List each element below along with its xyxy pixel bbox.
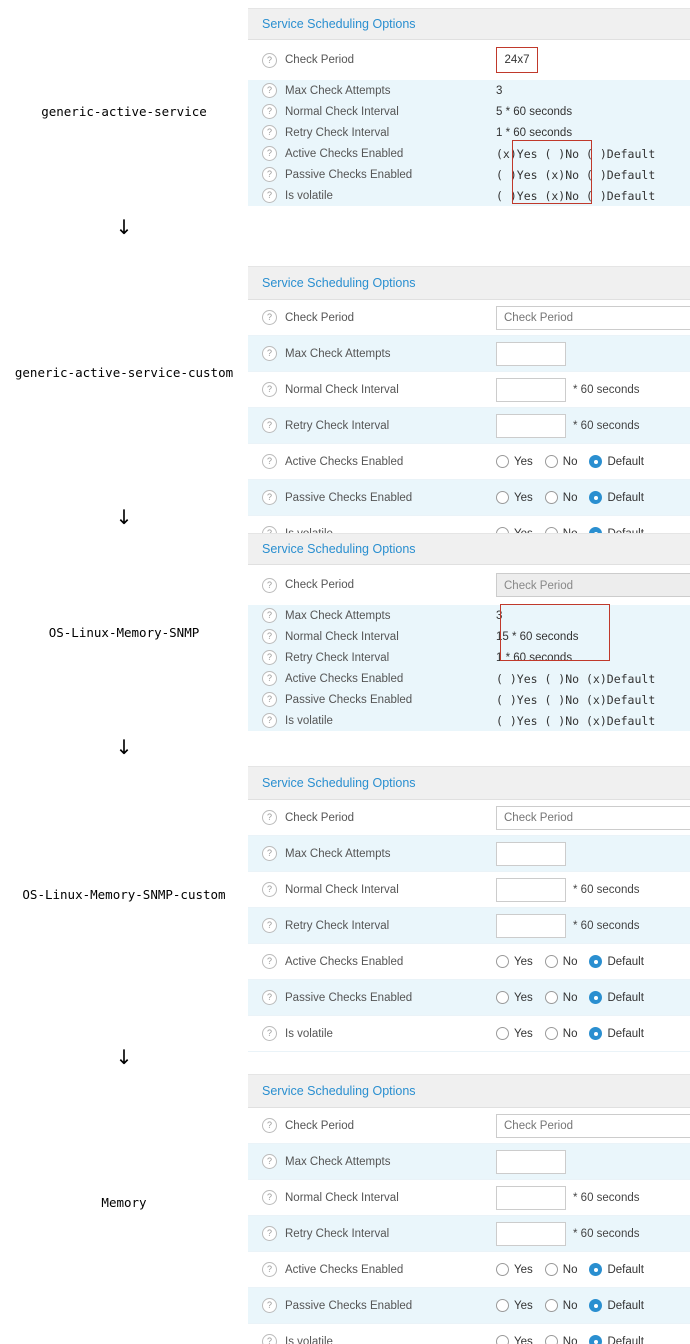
label-text: Normal Check Interval <box>285 105 399 118</box>
row-label-check-period <box>248 1118 492 1133</box>
row-passive-checks-enabled <box>248 480 690 516</box>
row-label-is-volatile <box>248 1334 492 1344</box>
radio-label: No <box>562 1335 578 1344</box>
field-max-check-attempts <box>492 342 690 366</box>
row-label-is-volatile <box>248 713 492 728</box>
radio-icon-selected[interactable] <box>589 1263 602 1276</box>
radio-icon-selected[interactable] <box>589 1299 602 1312</box>
row-is-volatile <box>248 1324 690 1344</box>
field-normal-check-interval <box>492 878 690 902</box>
row-label-active-checks-enabled <box>248 954 492 969</box>
row-label-passive-checks-enabled <box>248 990 492 1005</box>
row-active-checks-enabled <box>248 944 690 980</box>
row-label-active-checks-enabled <box>248 454 492 469</box>
label-text: Passive Checks Enabled <box>285 1299 413 1312</box>
row-normal-check-interval <box>248 101 690 122</box>
radio-option-yes[interactable] <box>496 1299 533 1312</box>
label-text: Normal Check Interval <box>285 383 399 396</box>
radio-icon[interactable] <box>496 991 509 1004</box>
row-label-passive-checks-enabled <box>248 490 492 505</box>
panel-generic-active-service-custom <box>248 266 690 552</box>
help-icon[interactable]: ? <box>262 882 277 897</box>
row-label-active-checks-enabled <box>248 671 492 686</box>
field-retry-check-interval <box>492 1222 690 1246</box>
help-icon[interactable]: ? <box>262 104 277 119</box>
label-text: Passive Checks Enabled <box>285 168 413 181</box>
value-passive-checks-enabled[interactable]: ( )Yes (x)No ( )Default <box>496 167 656 182</box>
radio-icon[interactable] <box>545 1263 558 1276</box>
label-text: Normal Check Interval <box>285 630 399 643</box>
radio-icon[interactable] <box>545 991 558 1004</box>
help-icon[interactable]: ? <box>262 83 277 98</box>
flow-arrow-1: ↓ <box>115 215 133 239</box>
row-is-volatile <box>248 1016 690 1052</box>
block-label-memory: Memory <box>101 1195 147 1210</box>
radio-option-no[interactable] <box>545 1299 578 1312</box>
radio-group-is-volatile <box>492 1027 690 1040</box>
help-icon[interactable]: ? <box>262 1190 277 1205</box>
row-normal-check-interval <box>248 626 690 647</box>
help-icon[interactable]: ? <box>262 1334 277 1344</box>
help-icon[interactable]: ? <box>262 382 277 397</box>
label-text: Check Period <box>285 54 355 66</box>
help-icon[interactable]: ? <box>262 346 277 361</box>
label-text: Max Check Attempts <box>285 847 391 860</box>
radio-label: Default <box>607 991 644 1004</box>
radio-option-default[interactable] <box>589 955 643 968</box>
row-label-normal-check-interval <box>248 1190 492 1205</box>
label-text: Active Checks Enabled <box>285 955 404 968</box>
radio-label: Yes <box>514 1335 533 1344</box>
suffix-60-seconds: * 60 seconds <box>573 383 640 396</box>
row-check-period <box>248 800 690 836</box>
label-text: Retry Check Interval <box>285 651 390 664</box>
radio-option-default[interactable] <box>589 1027 643 1040</box>
radio-icon[interactable] <box>496 455 509 468</box>
help-icon[interactable]: ? <box>262 1262 277 1277</box>
help-icon[interactable]: ? <box>262 578 277 593</box>
row-normal-check-interval <box>248 372 690 408</box>
suffix-60-seconds: * 60 seconds <box>573 1191 640 1204</box>
help-icon[interactable]: ? <box>262 1226 277 1241</box>
help-icon[interactable]: ? <box>262 125 277 140</box>
label-text: Max Check Attempts <box>285 609 391 622</box>
field-normal-check-interval <box>492 378 690 402</box>
row-retry-check-interval <box>248 1216 690 1252</box>
radio-label: Yes <box>514 991 533 1004</box>
panel-title: Service Scheduling Options <box>248 267 690 300</box>
help-icon[interactable]: ? <box>262 1154 277 1169</box>
radio-label: No <box>562 455 578 468</box>
radio-label: Default <box>607 491 644 504</box>
radio-option-default[interactable] <box>589 1335 643 1344</box>
radio-option-no[interactable] <box>545 491 578 504</box>
check-period-value[interactable]: 24x7 <box>496 47 538 73</box>
flow-arrow-4: ↓ <box>115 1045 133 1069</box>
row-label-passive-checks-enabled <box>248 692 492 707</box>
row-active-checks-enabled <box>248 1252 690 1288</box>
row-max-check-attempts <box>248 80 690 101</box>
radio-icon[interactable] <box>496 1263 509 1276</box>
radio-option-yes[interactable] <box>496 491 533 504</box>
radio-label: Default <box>607 1263 644 1276</box>
radio-icon-selected[interactable] <box>589 1027 602 1040</box>
row-label-passive-checks-enabled <box>248 167 492 182</box>
help-icon[interactable]: ? <box>262 990 277 1005</box>
max-check-attempts-input[interactable] <box>496 842 566 866</box>
row-max-check-attempts <box>248 1144 690 1180</box>
help-icon[interactable]: ? <box>262 188 277 203</box>
row-label-retry-check-interval <box>248 650 492 665</box>
row-normal-check-interval <box>248 872 690 908</box>
help-icon[interactable]: ? <box>262 53 277 68</box>
field-retry-check-interval <box>492 414 690 438</box>
radio-icon[interactable] <box>496 1335 509 1344</box>
field-check-period <box>492 806 690 830</box>
row-retry-check-interval <box>248 122 690 143</box>
field-check-period <box>492 47 690 73</box>
value-max-check-attempts: 3 <box>496 609 503 622</box>
normal-check-interval-input[interactable] <box>496 878 566 902</box>
row-label-retry-check-interval <box>248 1226 492 1241</box>
row-active-checks-enabled <box>248 444 690 480</box>
normal-check-interval-input[interactable] <box>496 1186 566 1210</box>
label-text: Check Period <box>285 1119 355 1132</box>
radio-label: No <box>562 1263 578 1276</box>
radio-label: No <box>562 991 578 1004</box>
label-text: Retry Check Interval <box>285 126 390 139</box>
radio-icon[interactable] <box>545 1335 558 1344</box>
label-text: Active Checks Enabled <box>285 672 404 685</box>
radio-group-passive-checks-enabled <box>492 991 690 1004</box>
row-label-normal-check-interval <box>248 382 492 397</box>
radio-option-default[interactable] <box>589 1263 643 1276</box>
radio-group-active-checks-enabled <box>492 1263 690 1276</box>
radio-icon-selected[interactable] <box>589 455 602 468</box>
value-is-volatile[interactable]: ( )Yes (x)No ( )Default <box>496 188 656 203</box>
field-normal-check-interval <box>492 1186 690 1210</box>
label-text: Retry Check Interval <box>285 919 390 932</box>
label-text: Normal Check Interval <box>285 883 399 896</box>
value-retry-check-interval: 1 * 60 seconds <box>496 126 573 139</box>
row-label-normal-check-interval <box>248 882 492 897</box>
value-active-checks-enabled[interactable]: ( )Yes ( )No (x)Default <box>496 671 656 686</box>
radio-label: Yes <box>514 1263 533 1276</box>
help-icon[interactable]: ? <box>262 490 277 505</box>
radio-option-default[interactable] <box>589 491 643 504</box>
label-text: Check Period <box>285 311 355 324</box>
radio-icon-selected[interactable] <box>589 955 602 968</box>
radio-label: No <box>562 1299 578 1312</box>
label-text: Is volatile <box>285 714 333 727</box>
row-label-is-volatile <box>248 1026 492 1041</box>
label-text: Retry Check Interval <box>285 419 390 432</box>
value-normal-check-interval: 15 * 60 seconds <box>496 630 579 643</box>
radio-option-no[interactable] <box>545 991 578 1004</box>
suffix-60-seconds: * 60 seconds <box>573 919 640 932</box>
panel-title: Service Scheduling Options <box>248 9 690 40</box>
row-passive-checks-enabled <box>248 980 690 1016</box>
radio-group-passive-checks-enabled <box>492 491 690 504</box>
panel-generic-active-service <box>248 8 690 206</box>
check-period-input[interactable] <box>496 806 690 830</box>
radio-option-yes[interactable] <box>496 955 533 968</box>
radio-label: No <box>562 955 578 968</box>
label-text: Passive Checks Enabled <box>285 991 413 1004</box>
radio-icon[interactable] <box>545 955 558 968</box>
suffix-60-seconds: * 60 seconds <box>573 419 640 432</box>
panel-title: Service Scheduling Options <box>248 767 690 800</box>
suffix-60-seconds: * 60 seconds <box>573 883 640 896</box>
radio-icon[interactable] <box>496 1299 509 1312</box>
help-icon[interactable]: ? <box>262 671 277 686</box>
help-icon[interactable]: ? <box>262 918 277 933</box>
row-normal-check-interval <box>248 1180 690 1216</box>
radio-label: No <box>562 1027 578 1040</box>
row-label-check-period <box>248 810 492 825</box>
label-text: Is volatile <box>285 1027 333 1040</box>
row-label-retry-check-interval <box>248 418 492 433</box>
label-text: Retry Check Interval <box>285 1227 390 1240</box>
row-is-volatile <box>248 185 690 206</box>
panel-title: Service Scheduling Options <box>248 534 690 565</box>
row-passive-checks-enabled <box>248 164 690 185</box>
retry-check-interval-input[interactable] <box>496 914 566 938</box>
row-label-max-check-attempts <box>248 846 492 861</box>
label-text: Normal Check Interval <box>285 1191 399 1204</box>
radio-label: Default <box>607 1299 644 1312</box>
label-text: Max Check Attempts <box>285 347 391 360</box>
help-icon[interactable]: ? <box>262 692 277 707</box>
radio-icon[interactable] <box>545 1299 558 1312</box>
row-retry-check-interval <box>248 408 690 444</box>
row-retry-check-interval <box>248 647 690 668</box>
label-text: Passive Checks Enabled <box>285 491 413 504</box>
help-icon[interactable]: ? <box>262 454 277 469</box>
radio-icon-selected[interactable] <box>589 491 602 504</box>
help-icon[interactable]: ? <box>262 608 277 623</box>
radio-icon[interactable] <box>545 491 558 504</box>
row-label-max-check-attempts <box>248 346 492 361</box>
field-max-check-attempts <box>492 1150 690 1174</box>
radio-label: Default <box>607 955 644 968</box>
label-text: Active Checks Enabled <box>285 455 404 468</box>
radio-icon[interactable] <box>545 1027 558 1040</box>
block-label-os-linux-memory-snmp: OS-Linux-Memory-SNMP <box>48 625 200 640</box>
panel-memory <box>248 1074 690 1344</box>
help-icon[interactable]: ? <box>262 713 277 728</box>
check-period-input[interactable] <box>496 306 690 330</box>
help-icon[interactable]: ? <box>262 1298 277 1313</box>
radio-option-default[interactable] <box>589 991 643 1004</box>
help-icon[interactable]: ? <box>262 650 277 665</box>
row-label-active-checks-enabled <box>248 146 492 161</box>
label-text: Is volatile <box>285 189 333 202</box>
radio-label: Default <box>607 455 644 468</box>
radio-option-default[interactable] <box>589 1299 643 1312</box>
radio-label: Default <box>607 1335 644 1344</box>
row-label-retry-check-interval <box>248 125 492 140</box>
row-passive-checks-enabled <box>248 689 690 710</box>
label-text: Active Checks Enabled <box>285 1263 404 1276</box>
row-check-period <box>248 40 690 80</box>
radio-icon[interactable] <box>545 455 558 468</box>
value-active-checks-enabled[interactable]: (x)Yes ( )No ( )Default <box>496 146 656 161</box>
help-icon[interactable]: ? <box>262 1026 277 1041</box>
radio-option-no[interactable] <box>545 1335 578 1344</box>
radio-option-yes[interactable] <box>496 455 533 468</box>
field-check-period <box>492 1114 690 1138</box>
radio-group-passive-checks-enabled <box>492 1299 690 1312</box>
radio-option-no[interactable] <box>545 1027 578 1040</box>
check-period-input[interactable] <box>496 1114 690 1138</box>
help-icon[interactable]: ? <box>262 167 277 182</box>
block-label-generic-active-service: generic-active-service <box>41 104 207 119</box>
help-icon[interactable]: ? <box>262 310 277 325</box>
radio-option-yes[interactable] <box>496 1335 533 1344</box>
value-is-volatile[interactable]: ( )Yes ( )No (x)Default <box>496 713 656 728</box>
row-check-period <box>248 300 690 336</box>
radio-option-no[interactable] <box>545 955 578 968</box>
field-check-period <box>492 573 690 597</box>
radio-label: Yes <box>514 455 533 468</box>
radio-option-no[interactable] <box>545 1263 578 1276</box>
suffix-60-seconds: * 60 seconds <box>573 1227 640 1240</box>
row-label-passive-checks-enabled <box>248 1298 492 1313</box>
row-label-check-period <box>248 578 492 593</box>
label-text: Active Checks Enabled <box>285 147 404 160</box>
radio-option-yes[interactable] <box>496 991 533 1004</box>
radio-option-yes[interactable] <box>496 1263 533 1276</box>
radio-label: Yes <box>514 491 533 504</box>
radio-icon-selected[interactable] <box>589 991 602 1004</box>
row-active-checks-enabled <box>248 668 690 689</box>
row-label-max-check-attempts <box>248 83 492 98</box>
max-check-attempts-input[interactable] <box>496 1150 566 1174</box>
panel-os-linux-memory-snmp-custom <box>248 766 690 1052</box>
help-icon[interactable]: ? <box>262 1118 277 1133</box>
label-text: Max Check Attempts <box>285 1155 391 1168</box>
help-icon[interactable]: ? <box>262 418 277 433</box>
panel-os-linux-memory-snmp <box>248 533 690 731</box>
block-label-os-linux-memory-snmp-custom: OS-Linux-Memory-SNMP-custom <box>22 887 226 902</box>
flow-arrow-2: ↓ <box>115 505 133 529</box>
radio-group-active-checks-enabled <box>492 455 690 468</box>
row-label-max-check-attempts <box>248 1154 492 1169</box>
retry-check-interval-input[interactable] <box>496 1222 566 1246</box>
row-check-period <box>248 565 690 605</box>
help-icon[interactable]: ? <box>262 810 277 825</box>
row-max-check-attempts <box>248 605 690 626</box>
help-icon[interactable]: ? <box>262 846 277 861</box>
row-label-normal-check-interval <box>248 104 492 119</box>
radio-option-no[interactable] <box>545 455 578 468</box>
normal-check-interval-input[interactable] <box>496 378 566 402</box>
help-icon[interactable]: ? <box>262 954 277 969</box>
max-check-attempts-input[interactable] <box>496 342 566 366</box>
retry-check-interval-input[interactable] <box>496 414 566 438</box>
row-label-check-period <box>248 310 492 325</box>
radio-label: No <box>562 491 578 504</box>
radio-icon-selected[interactable] <box>589 1335 602 1344</box>
row-check-period <box>248 1108 690 1144</box>
row-label-normal-check-interval <box>248 629 492 644</box>
radio-option-yes[interactable] <box>496 1027 533 1040</box>
panel-title: Service Scheduling Options <box>248 1075 690 1108</box>
flow-arrow-3: ↓ <box>115 735 133 759</box>
row-retry-check-interval <box>248 908 690 944</box>
radio-icon[interactable] <box>496 1027 509 1040</box>
block-label-generic-active-service-custom: generic-active-service-custom <box>14 365 234 380</box>
radio-label: Yes <box>514 1027 533 1040</box>
row-passive-checks-enabled <box>248 1288 690 1324</box>
label-text: Check Period <box>285 579 355 591</box>
check-period-disabled: Check Period <box>496 573 690 597</box>
row-is-volatile <box>248 710 690 731</box>
row-label-retry-check-interval <box>248 918 492 933</box>
label-text: Max Check Attempts <box>285 84 391 97</box>
radio-option-default[interactable] <box>589 455 643 468</box>
value-retry-check-interval: 1 * 60 seconds <box>496 651 573 664</box>
label-text: Passive Checks Enabled <box>285 693 413 706</box>
value-passive-checks-enabled[interactable]: ( )Yes ( )No (x)Default <box>496 692 656 707</box>
row-label-check-period <box>248 53 492 68</box>
radio-label: Yes <box>514 1299 533 1312</box>
row-max-check-attempts <box>248 836 690 872</box>
help-icon[interactable]: ? <box>262 146 277 161</box>
field-max-check-attempts <box>492 842 690 866</box>
field-check-period <box>492 306 690 330</box>
radio-icon[interactable] <box>496 955 509 968</box>
value-max-check-attempts: 3 <box>496 84 503 97</box>
label-text: Check Period <box>285 811 355 824</box>
row-max-check-attempts <box>248 336 690 372</box>
label-text: Is volatile <box>285 1335 333 1344</box>
radio-label: Default <box>607 1027 644 1040</box>
row-label-active-checks-enabled <box>248 1262 492 1277</box>
radio-group-is-volatile <box>492 1335 690 1344</box>
value-normal-check-interval: 5 * 60 seconds <box>496 105 573 118</box>
radio-icon[interactable] <box>496 491 509 504</box>
row-active-checks-enabled <box>248 143 690 164</box>
field-retry-check-interval <box>492 914 690 938</box>
radio-label: Yes <box>514 955 533 968</box>
row-label-max-check-attempts <box>248 608 492 623</box>
help-icon[interactable]: ? <box>262 629 277 644</box>
row-label-is-volatile <box>248 188 492 203</box>
radio-group-active-checks-enabled <box>492 955 690 968</box>
